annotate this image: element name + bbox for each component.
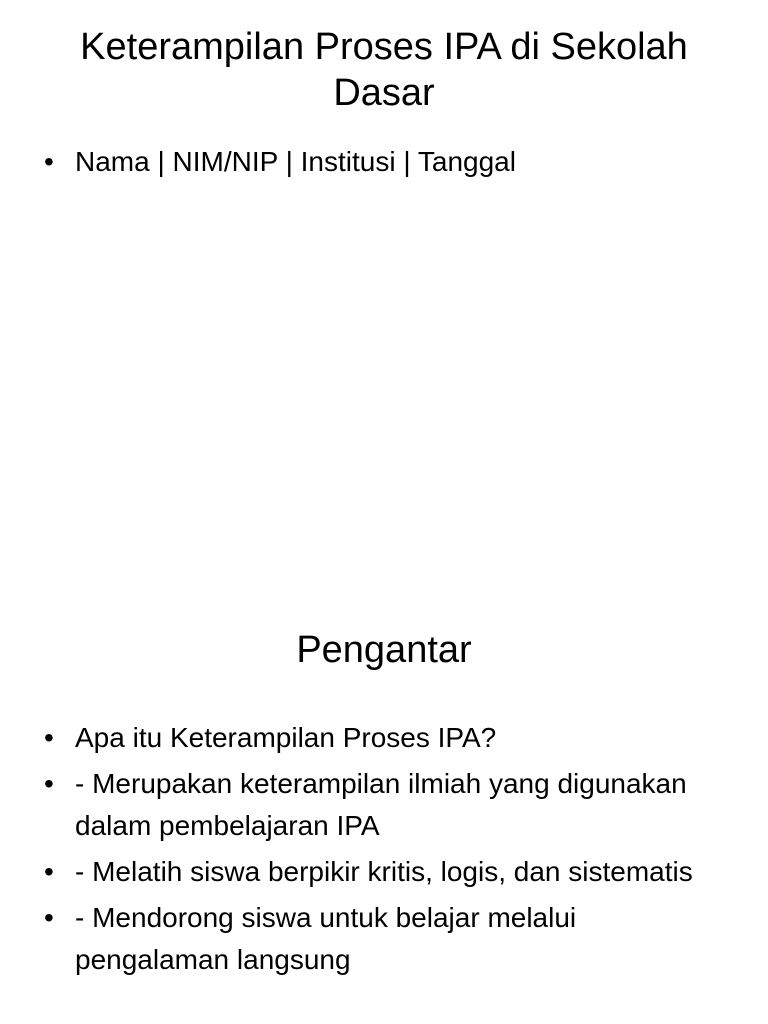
- list-item: [44, 141, 734, 183]
- bullet-list: [44, 141, 734, 187]
- list-item: [44, 763, 734, 847]
- bullet-icon: •: [44, 768, 54, 799]
- list-item: [44, 717, 734, 759]
- bullet-icon: •: [44, 722, 54, 753]
- bullet-list: [44, 717, 734, 985]
- slide-title: Pengantar: [296, 629, 472, 671]
- slide-title: Keterampilan Proses IPA di Sekolah Dasar: [80, 26, 688, 114]
- bullet-text: - Melatih siswa berpikir kritis, logis, dan sistematis: [75, 856, 693, 887]
- list-item: [44, 897, 734, 981]
- bullet-text: Nama | NIM/NIP | Institusi | Tanggal: [75, 146, 516, 177]
- bullet-icon: •: [44, 856, 54, 887]
- bullet-icon: •: [44, 902, 54, 933]
- list-item: [44, 851, 734, 893]
- bullet-text: Apa itu Keterampilan Proses IPA?: [75, 722, 497, 753]
- bullet-text: - Merupakan keterampilan ilmiah yang digunakan dalam pembelajaran IPA: [75, 768, 687, 841]
- bullet-icon: •: [44, 146, 54, 177]
- slide-pengantar: [0, 576, 768, 1024]
- bullet-text: - Mendorong siswa untuk belajar melalui pengalaman langsung: [75, 902, 577, 975]
